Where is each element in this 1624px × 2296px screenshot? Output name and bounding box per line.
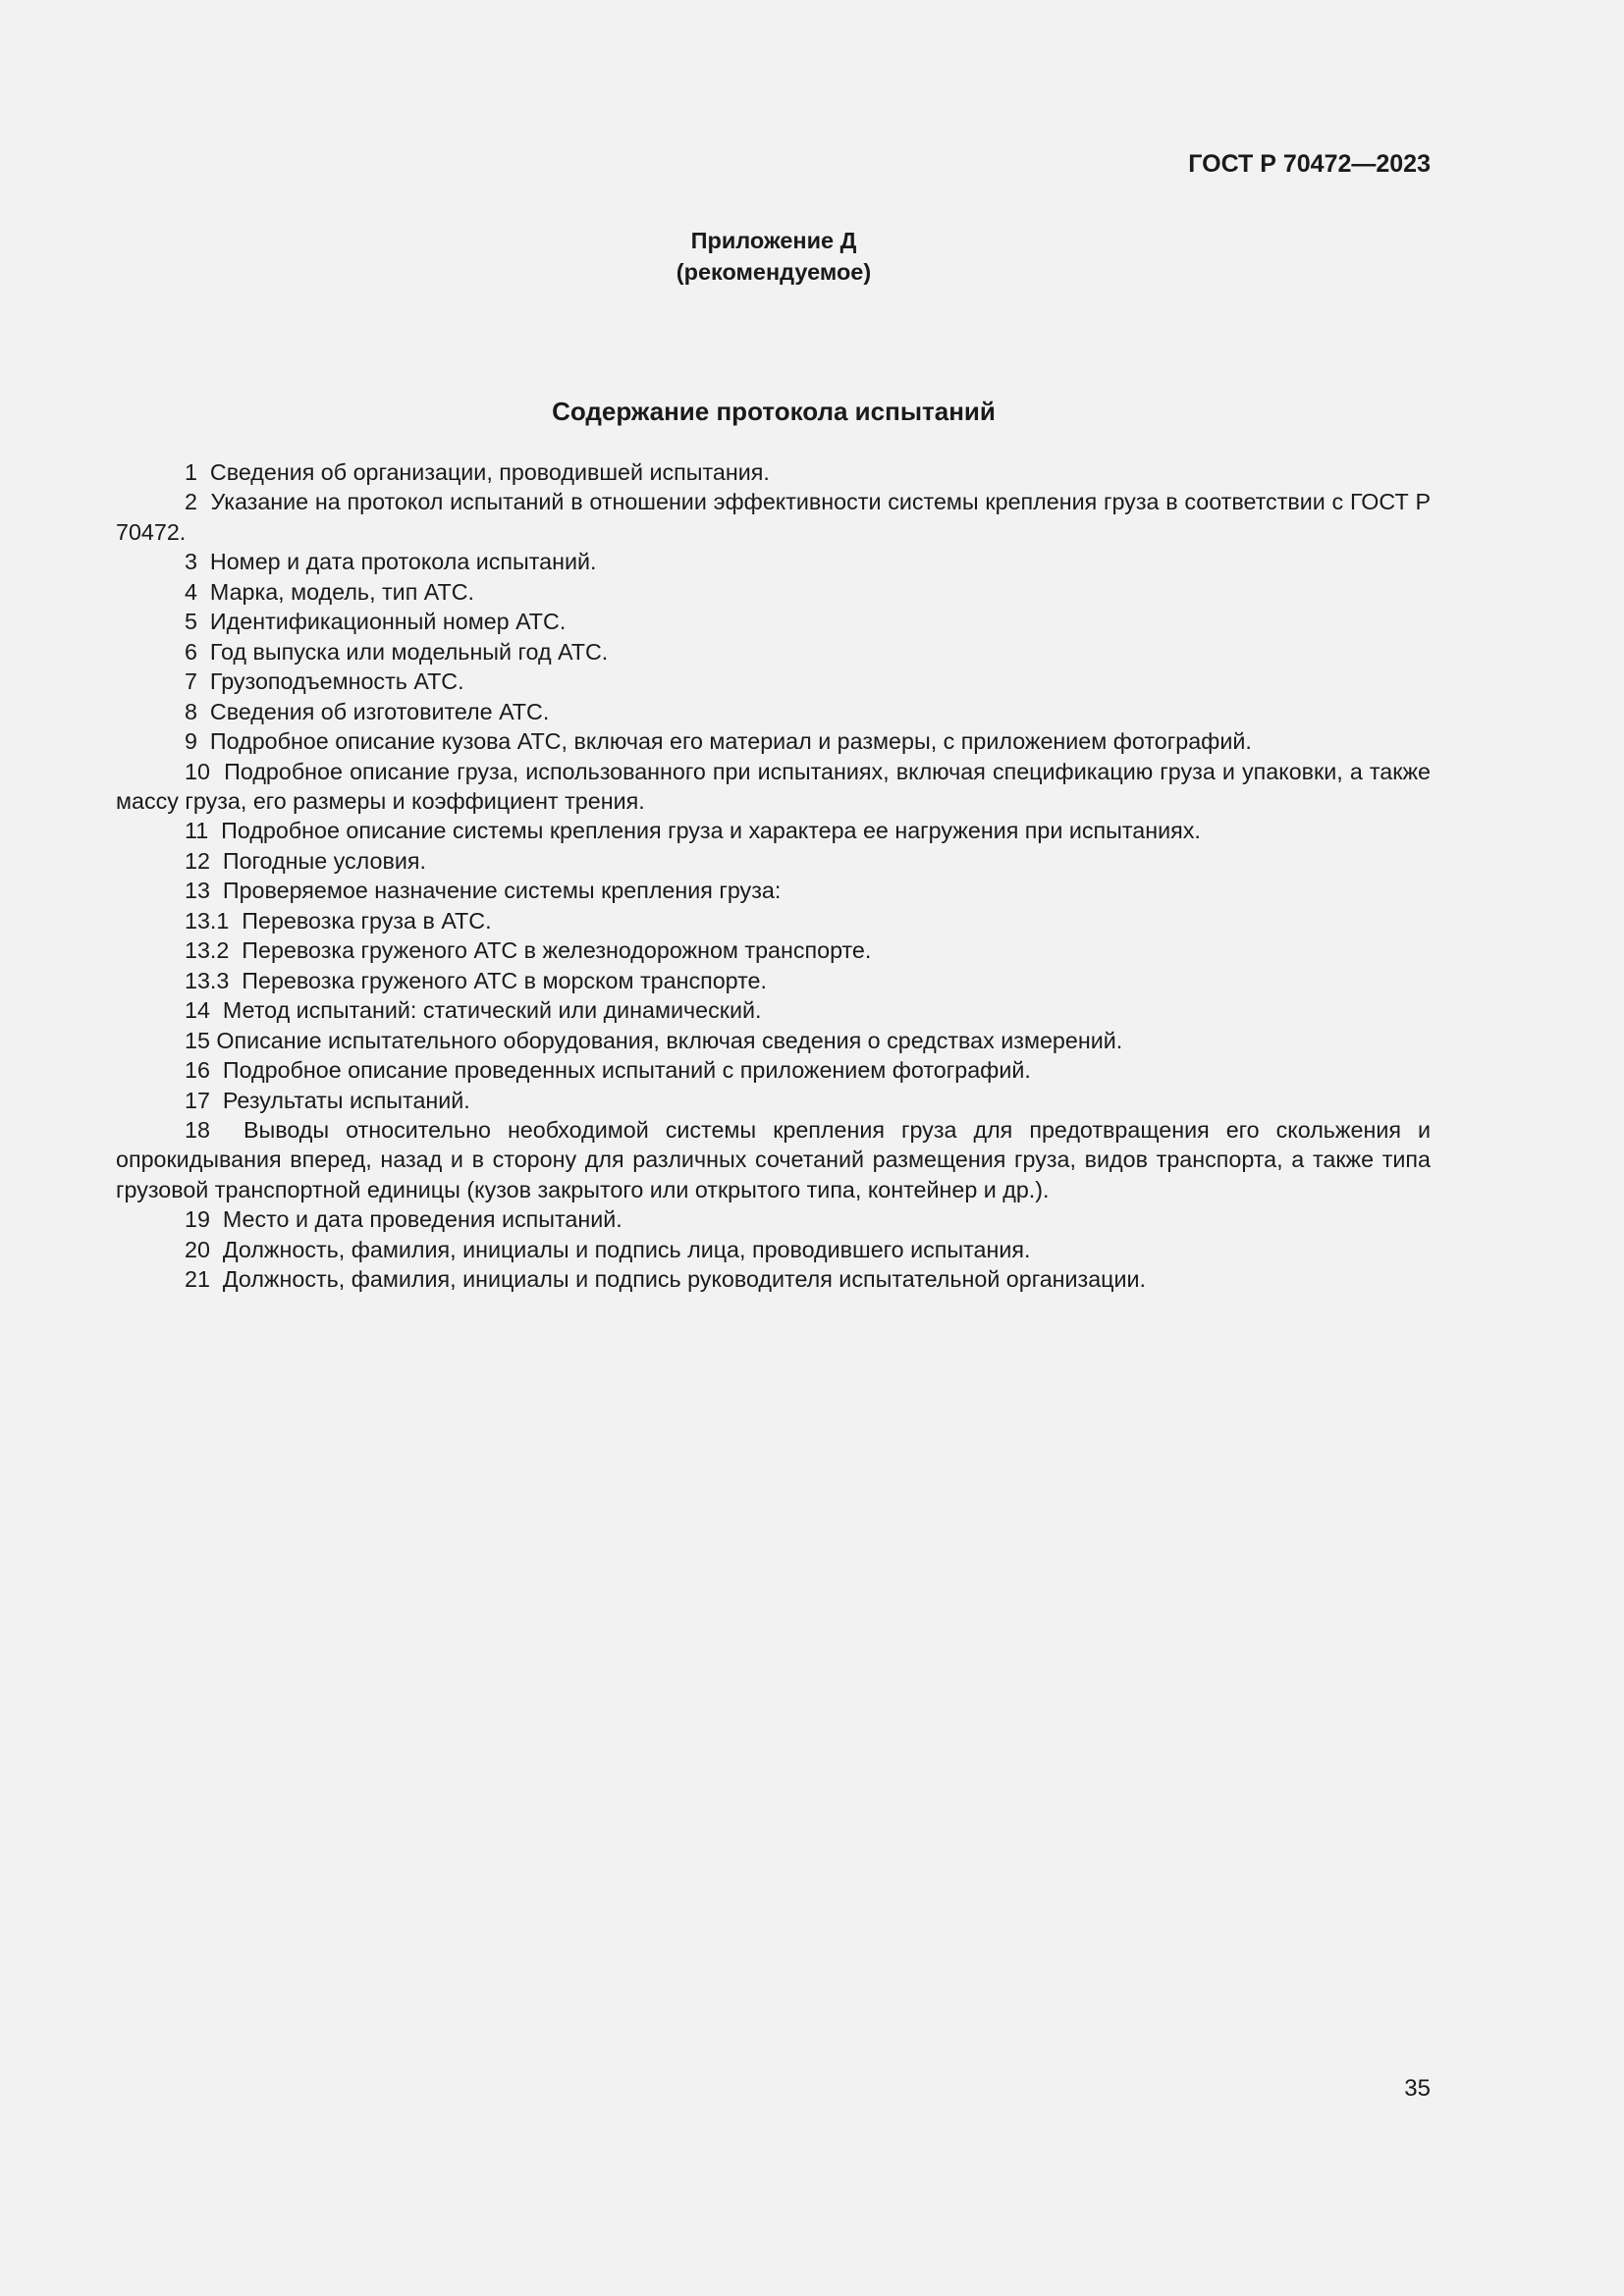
appendix-title: Приложение Д [690, 228, 857, 253]
item-number: 21 [185, 1266, 223, 1293]
list-item [116, 667, 1431, 696]
item-text: Перевозка груженого АТС в морском транспорте. [242, 967, 767, 993]
item-number: 13.1 [185, 907, 243, 934]
item-number: 15 [185, 1027, 217, 1053]
item-text: Марка, модель, тип АТС. [209, 578, 475, 605]
item-number: 17 [185, 1087, 223, 1113]
item-text: Метод испытаний: статический или динамический. [222, 997, 762, 1024]
item-text: Идентификационный номер АТС. [209, 609, 567, 635]
item-number: 13 [185, 878, 223, 904]
item-number: 8 [185, 698, 210, 724]
list-item [116, 1086, 1431, 1115]
item-number: 1 [185, 459, 210, 485]
item-text: Должность, фамилия, инициалы и подпись лица, проводившего испытания. [222, 1236, 1031, 1262]
document-code-header: ГОСТ Р 70472—2023 [1188, 150, 1431, 178]
item-number: 16 [185, 1057, 223, 1084]
item-text: Год выпуска или модельный год АТС. [209, 638, 609, 665]
item-number: 9 [185, 728, 210, 755]
item-text: Место и дата проведения испытаний. [222, 1206, 623, 1233]
list-item [116, 757, 1431, 817]
item-text: Подробное описание кузова АТС, включая его материал и размеры, с приложением фотографий. [209, 728, 1252, 755]
section-title: Содержание протокола испытаний [552, 397, 996, 426]
item-number: 14 [185, 997, 223, 1024]
item-number: 11 [185, 818, 222, 844]
item-number: 13.3 [185, 967, 243, 993]
list-item [116, 457, 1431, 487]
item-number: 13.2 [185, 937, 243, 964]
list-item [116, 637, 1431, 667]
list-item [116, 577, 1431, 607]
list-item [116, 1264, 1431, 1294]
item-number: 10 [185, 758, 225, 784]
item-text: Погодные условия. [222, 847, 426, 874]
item-number: 19 [185, 1206, 223, 1233]
list-item [116, 935, 1431, 965]
item-number: 3 [185, 549, 210, 575]
list-item [116, 547, 1431, 576]
item-number: 2 [185, 489, 211, 515]
list-item [116, 1115, 1431, 1204]
list-item [116, 846, 1431, 876]
list-item [116, 1235, 1431, 1264]
appendix-subtitle: (рекомендуемое) [676, 259, 872, 285]
list-item [116, 1055, 1431, 1085]
list-item [116, 1026, 1431, 1055]
item-text: Сведения об организации, проводившей испытания. [209, 459, 770, 485]
item-number: 5 [185, 609, 210, 635]
item-text: Выводы относительно необходимой системы крепления груза для предотвращения его скольжения и опрокидывания вперед, назад и в сторону для различных сочетаний размещения груза, видов транспорта, а также типа грузовой транспортной единицы (кузов закрытого или открытого типа, контейнер и др.). [116, 1116, 1431, 1202]
item-text: Подробное описание груза, использованного при испытаниях, включая спецификацию груза и упаковки, а также массу груза, его размеры и коэффициент трения. [116, 758, 1431, 814]
list-item [116, 697, 1431, 726]
item-number: 6 [185, 638, 210, 665]
item-number: 20 [185, 1236, 223, 1262]
list-item [116, 1204, 1431, 1234]
page-number: 35 [1404, 2075, 1431, 2102]
item-text: Указание на протокол испытаний в отношении эффективности системы крепления груза в соответствии с ГОСТ Р 70472. [116, 489, 1431, 545]
list-item [116, 816, 1431, 845]
list-item [116, 966, 1431, 995]
item-text: Описание испытательного оборудования, включая сведения о средствах измерений. [216, 1027, 1123, 1053]
item-text: Перевозка груза в АТС. [242, 907, 492, 934]
item-text: Сведения об изготовителе АТС. [209, 698, 550, 724]
item-text: Проверяемое назначение системы крепления груза: [222, 878, 782, 904]
item-number: 18 [185, 1116, 244, 1143]
item-number: 4 [185, 578, 210, 605]
appendix-heading [0, 225, 1547, 288]
item-number: 12 [185, 847, 223, 874]
item-text: Подробное описание системы крепления груза и характера ее нагружения при испытаниях. [221, 818, 1201, 844]
item-text: Перевозка груженого АТС в железнодорожном транспорте. [242, 937, 872, 964]
list-item [116, 876, 1431, 905]
list-item [116, 487, 1431, 547]
list-item [116, 607, 1431, 636]
item-text: Грузоподъемность АТС. [209, 668, 464, 695]
protocol-items-list [116, 457, 1431, 1295]
item-text: Результаты испытаний. [222, 1087, 470, 1113]
list-item [116, 726, 1431, 756]
list-item [116, 906, 1431, 935]
item-text: Подробное описание проведенных испытаний с приложением фотографий. [222, 1057, 1031, 1084]
item-text: Номер и дата протокола испытаний. [209, 549, 597, 575]
item-text: Должность, фамилия, инициалы и подпись руководителя испытательной организации. [222, 1266, 1147, 1293]
list-item [116, 995, 1431, 1025]
item-number: 7 [185, 668, 210, 695]
